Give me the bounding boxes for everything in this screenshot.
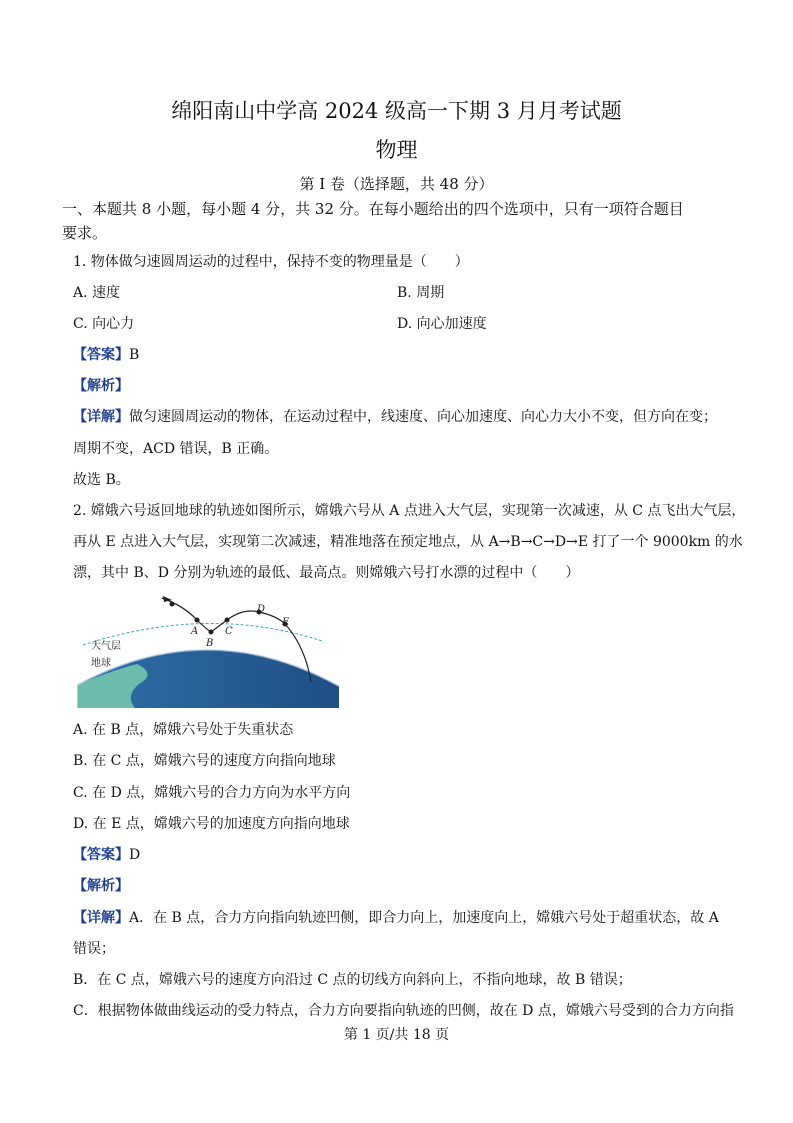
answer-tag: 【答案】: [73, 347, 129, 363]
q1-option-b: B. 周期: [397, 285, 445, 301]
q2-option-d: D. 在 E 点，嫦娥六号的加速度方向指向地球: [73, 816, 350, 832]
point-c: [225, 618, 230, 623]
q2-stem-line: 再从 E 点进入大气层，实现第二次减速，精准地落在预定地点，从 A→B→C→D→E 打了一个 9000km 的水: [73, 534, 743, 550]
section-intro-line: 一、本题共 8 小题，每小题 4 分，共 32 分。在每小题给出的四个选项中，只有一项符合题目: [62, 200, 684, 218]
q2-option-b: B. 在 C 点，嫦娥六号的速度方向指向地球: [73, 753, 336, 769]
q2-answer-value: D: [129, 847, 141, 863]
q2-option-a: A. 在 B 点，嫦娥六号处于失重状态: [73, 722, 294, 738]
trajectory-figure: [77, 592, 339, 708]
detail-tag: 【详解】: [73, 409, 129, 425]
part-heading: 第 I 卷（选择题，共 48 分）: [299, 175, 494, 193]
q1-option-c: C. 向心力: [73, 316, 135, 332]
label-atmosphere: 大气层: [91, 641, 121, 652]
q1-answer-value: B: [129, 347, 140, 363]
q2-detail-line: B．在 C 点，嫦娥六号的速度方向沿过 C 点的切线方向斜向上，不指向地球，故 B 错误；: [73, 972, 632, 988]
label-c: C: [225, 626, 233, 637]
point-b: [209, 630, 214, 635]
q1-answer: [73, 345, 139, 365]
q2-detail-line: 错误；: [73, 941, 115, 957]
trajectory-point: [170, 602, 175, 607]
page-title: 绵阳南山中学高 2024 级高一下期 3 月月考试题: [171, 99, 622, 123]
label-e: E: [282, 617, 290, 628]
q2-option-c: C. 在 D 点，嫦娥六号的合力方向为水平方向: [73, 785, 351, 801]
q2-analysis-tag: 【解析】: [73, 878, 129, 894]
subject-title: 物理: [375, 138, 418, 162]
answer-tag: 【答案】: [73, 847, 129, 863]
q2-answer: [73, 845, 140, 865]
label-a: A: [191, 626, 199, 637]
q1-option-a: A. 速度: [73, 285, 121, 301]
q1-stem: 1. 物体做匀速圆周运动的过程中，保持不变的物理量是（ ）: [73, 254, 469, 270]
label-b: B: [206, 638, 214, 649]
section-intro-line: 要求。: [62, 224, 108, 242]
label-earth: 地球: [91, 658, 111, 669]
q2-stem-line: 漂，其中 B、D 分别为轨迹的最低、最高点。则嫦娥六号打水漂的过程中（ ）: [73, 565, 580, 581]
q1-option-d: D. 向心加速度: [397, 316, 487, 332]
detail-tag: 【详解】: [73, 910, 129, 926]
q2-stem-line: 2. 嫦娥六号返回地球的轨迹如图所示，嫦娥六号从 A 点进入大气层，实现第一次减速，从 C 点飞出大气层，: [73, 503, 746, 519]
page-footer: 第 1 页/共 18 页: [343, 1027, 450, 1043]
point-a: [195, 618, 200, 623]
q1-detail-line: 周期不变，ACD 错误，B 正确。: [73, 441, 279, 457]
label-d: D: [257, 604, 266, 615]
q1-detail-line: 【详解】做匀速圆周运动的物体，在运动过程中，线速度、向心加速度、向心力大小不变，但方向在变；: [73, 409, 717, 425]
q1-conclusion: 故选 B。: [73, 472, 130, 488]
q2-detail-line: 【详解】A．在 B 点，合力方向指向轨迹凹侧，即合力向上，加速度向上，嫦娥六号处于超重状态，故 A: [73, 910, 719, 926]
q2-detail-line: C．根据物体做曲线运动的受力特点，合力方向要指向轨迹的凹侧，故在 D 点，嫦娥六号受到的合力方向指: [73, 1003, 734, 1019]
q1-analysis-tag: 【解析】: [73, 378, 129, 394]
